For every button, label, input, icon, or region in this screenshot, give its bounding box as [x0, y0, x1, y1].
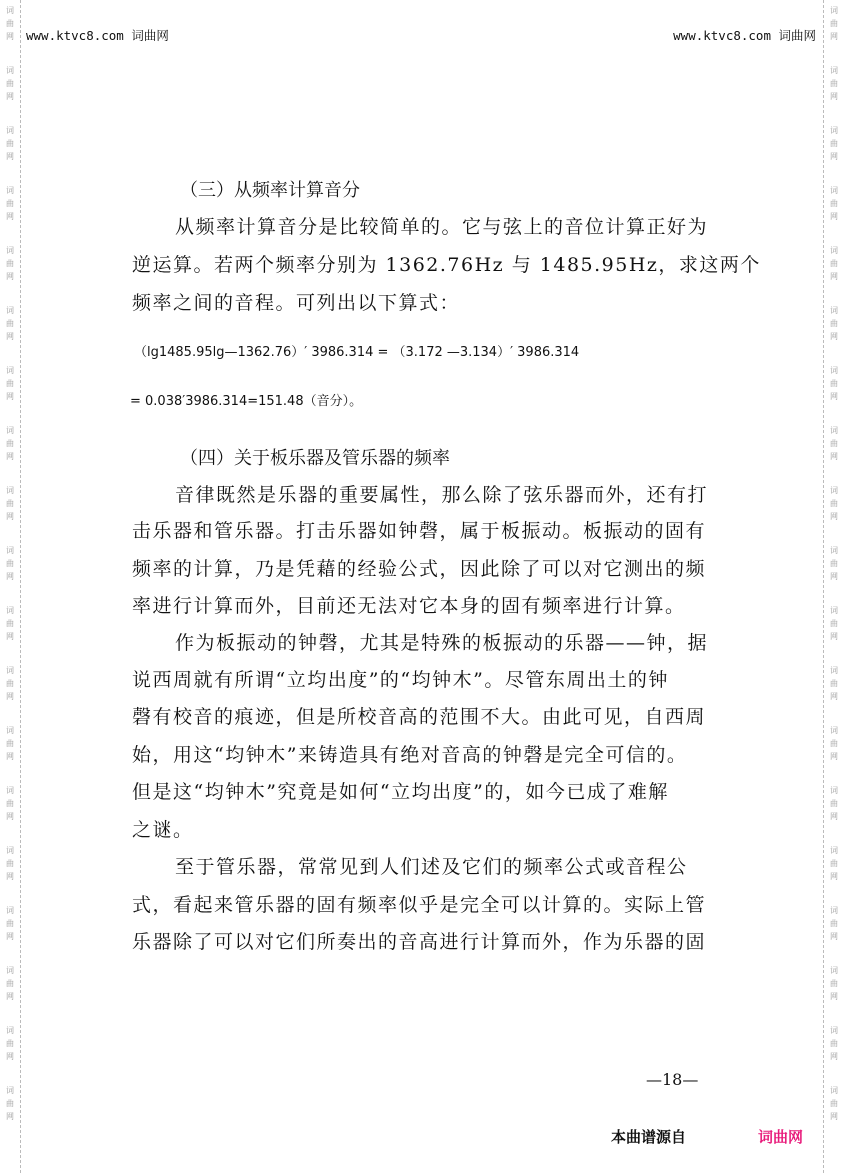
margin-watermark-text: 词 曲 网	[830, 66, 838, 101]
section-heading-4: （四）关于板乐器及管乐器的频率	[180, 448, 450, 469]
paragraph-line: 乐器除了可以对它们所奏出的音高进行计算而外，作为乐器的固	[132, 931, 707, 953]
margin-watermark-text: 词 曲 网	[6, 1026, 14, 1061]
margin-watermark-text: 词 曲 网	[6, 1086, 14, 1121]
margin-watermark-text: 词 曲 网	[830, 666, 838, 701]
margin-watermark-text: 词 曲 网	[830, 126, 838, 161]
margin-watermark-text: 词 曲 网	[6, 66, 14, 101]
paragraph-line: 磬有校音的痕迹，但是所校音高的范围不大。由此可见，自西周	[132, 706, 707, 728]
margin-watermark-text: 词 曲 网	[6, 846, 14, 881]
right-margin-watermark	[823, 0, 844, 1173]
margin-watermark-text: 词 曲 网	[6, 966, 14, 1001]
paragraph-line: 率进行计算而外，目前还无法对它本身的固有频率进行计算。	[132, 595, 686, 617]
paragraph-line: 始，用这“均钟木”来铸造具有绝对音高的钟磬是完全可信的。	[132, 744, 688, 766]
paragraph-line: 频率的计算，乃是凭藉的经验公式，因此除了可以对它测出的频	[132, 558, 707, 580]
margin-watermark-text: 词 曲 网	[6, 126, 14, 161]
margin-watermark-text: 词 曲 网	[830, 486, 838, 521]
margin-watermark-text: 词 曲 网	[6, 486, 14, 521]
paragraph-line: 之谜。	[132, 819, 194, 841]
margin-watermark-text: 词 曲 网	[6, 6, 14, 41]
margin-watermark-text: 词 曲 网	[6, 546, 14, 581]
margin-watermark-text: 词 曲 网	[6, 186, 14, 221]
margin-watermark-text: 词 曲 网	[830, 846, 838, 881]
footer-source-label: 本曲谱源自	[611, 1128, 687, 1146]
paragraph-line: 击乐器和管乐器。打击乐器如钟磬，属于板振动。板振动的固有	[132, 520, 707, 542]
paragraph-line: 式，看起来管乐器的固有频率似乎是完全可以计算的。实际上管	[132, 894, 707, 916]
margin-watermark-text: 词 曲 网	[6, 606, 14, 641]
paragraph-line: 但是这“均钟木”究竟是如何“立均出度”的，如今已成了难解	[132, 781, 669, 803]
margin-watermark-text: 词 曲 网	[6, 246, 14, 281]
page-number: —18—	[646, 1070, 699, 1089]
left-margin-watermark	[0, 0, 21, 1173]
margin-watermark-text: 词 曲 网	[6, 666, 14, 701]
paragraph-line: 音律既然是乐器的重要属性，那么除了弦乐器而外，还有打	[175, 484, 709, 506]
margin-watermark-text: 词 曲 网	[6, 366, 14, 401]
margin-watermark-text: 词 曲 网	[830, 966, 838, 1001]
margin-watermark-text: 词 曲 网	[6, 786, 14, 821]
paragraph-line: 频率之间的音程。可列出以下算式：	[132, 292, 461, 314]
margin-watermark-text: 词 曲 网	[830, 306, 838, 341]
section-heading-3: （三）从频率计算音分	[180, 180, 360, 201]
header-site-right[interactable]: www.ktvc8.com 词曲网	[673, 28, 816, 43]
paragraph-line: 至于管乐器，常常见到人们述及它们的频率公式或音程公	[175, 856, 688, 878]
margin-watermark-text: 词 曲 网	[830, 726, 838, 761]
paragraph-line: 说西周就有所谓“立均出度”的“均钟木”。尽管东周出土的钟	[132, 669, 669, 691]
footer-site-link[interactable]: 词曲网	[758, 1128, 804, 1146]
margin-watermark-text: 词 曲 网	[830, 1026, 838, 1061]
paragraph-line: 从频率计算音分是比较简单的。它与弦上的音位计算正好为	[175, 216, 709, 238]
margin-watermark-text: 词 曲 网	[6, 726, 14, 761]
margin-watermark-text: 词 曲 网	[6, 306, 14, 341]
paragraph-line: 逆运算。若两个频率分别为 1362.76Hz 与 1485.95Hz，求这两个	[132, 254, 761, 276]
margin-watermark-text: 词 曲 网	[830, 546, 838, 581]
margin-watermark-text: 词 曲 网	[830, 426, 838, 461]
margin-watermark-text: 词 曲 网	[6, 426, 14, 461]
margin-watermark-text: 词 曲 网	[830, 246, 838, 281]
formula-line: （lg1485.95lg—1362.76）′ 3986.314 = （3.172 —3.134）′ 3986.314	[134, 345, 580, 360]
margin-watermark-text: 词 曲 网	[830, 606, 838, 641]
margin-watermark-text: 词 曲 网	[830, 186, 838, 221]
margin-watermark-text: 词 曲 网	[830, 906, 838, 941]
margin-watermark-text: 词 曲 网	[830, 786, 838, 821]
header-site-left[interactable]: www.ktvc8.com 词曲网	[26, 28, 169, 43]
paragraph-line: 作为板振动的钟磬，尤其是特殊的板振动的乐器——钟，据	[175, 632, 709, 654]
margin-watermark-text: 词 曲 网	[6, 906, 14, 941]
formula-result: = 0.038′3986.314=151.48（音分）。	[130, 394, 363, 409]
margin-watermark-text: 词 曲 网	[830, 6, 838, 41]
margin-watermark-text: 词 曲 网	[830, 366, 838, 401]
margin-watermark-text: 词 曲 网	[830, 1086, 838, 1121]
